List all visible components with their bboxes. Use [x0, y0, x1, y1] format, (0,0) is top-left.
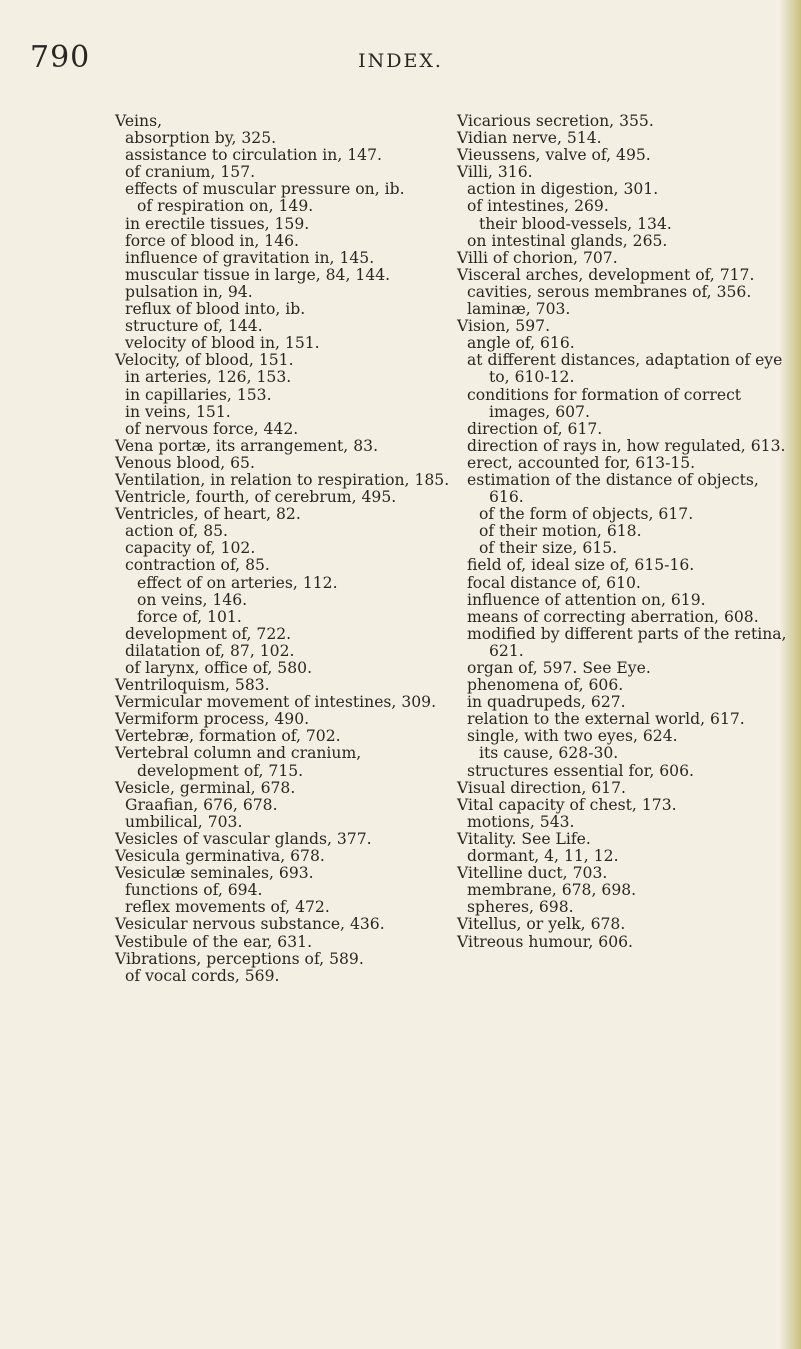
index-entry: organ of, 597. See Eye. [467, 659, 651, 677]
index-entry: means of correcting aberration, 608. [467, 607, 759, 626]
index-entry: pulsation in, 94. [125, 282, 253, 301]
index-entry: single, with two eyes, 624. [467, 727, 678, 746]
index-entry: of intestines, 269. [467, 197, 609, 216]
index-entry: absorption by, 325. [125, 129, 277, 148]
index-entry: Graafian, 676, 678. [125, 795, 278, 814]
index-entry: in capillaries, 153. [125, 385, 272, 404]
index-entry: focal distance of, 610. [467, 573, 641, 592]
index-entry: Visual direction, 617. [457, 778, 626, 797]
index-entry: Villi of chorion, 707. [457, 248, 618, 267]
index-entry: its cause, 628-30. [479, 744, 619, 763]
index-entry: Ventricle, fourth, of cerebrum, 495. [115, 488, 397, 507]
index-entry: Vestibule of the ear, 631. [115, 932, 313, 951]
index-entry: cavities, serous membranes of, 356. [467, 282, 752, 301]
index-entry: on intestinal glands, 265. [467, 231, 668, 250]
index-entry: of the form of objects, 617. [479, 505, 694, 524]
index-entry: action of, 85. [125, 522, 228, 541]
index-entry: erect, accounted for, 613-15. [467, 453, 696, 472]
index-entry: Vena portæ, its arrangement, 83. [115, 436, 379, 455]
index-entry: of their size, 615. [479, 539, 618, 558]
index-entry: capacity of, 102. [125, 539, 256, 558]
index-entry: Vertebræ, formation of, 702. [115, 727, 341, 746]
index-entry: of respiration on, 149. [137, 197, 314, 216]
index-entry: motions, 543. [467, 812, 575, 831]
index-column-left [115, 113, 450, 985]
index-entry: Veins, [115, 112, 163, 130]
index-entry: Vesicles of vascular glands, 377. [115, 829, 372, 848]
index-entry: Villi, 316. [457, 163, 533, 182]
index-entry: angle of, 616. [467, 334, 575, 353]
index-entry: membrane, 678, 698. [467, 881, 637, 900]
index-entry: in quadrupeds, 627. [467, 693, 626, 712]
index-entry: Vital capacity of chest, 173. [457, 795, 677, 814]
index-entry: modified by different parts of the retina, 621. [467, 624, 787, 660]
index-entry: structures essential for, 606. [467, 761, 694, 780]
index-entry: structure of, 144. [125, 317, 263, 336]
index-entry: Venous blood, 65. [115, 453, 255, 472]
index-entry: of cranium, 157. [125, 163, 256, 182]
index-entry: direction of, 617. [467, 419, 603, 438]
index-entry: development of, 722. [125, 624, 292, 643]
index-entry: Vertebral column and cranium, development of, 715. [115, 744, 362, 780]
index-entry: influence of gravitation in, 145. [125, 248, 375, 267]
index-entry: functions of, 694. [125, 881, 263, 900]
index-entry: Vicarious secretion, 355. [457, 112, 654, 130]
page-header [0, 40, 801, 80]
index-column-right [457, 113, 792, 951]
index-entry: force of, 101. [137, 607, 242, 626]
index-entry: their blood-vessels, 134. [479, 214, 672, 233]
index-entry: on veins, 146. [137, 590, 248, 609]
index-entry: of their motion, 618. [479, 522, 642, 541]
index-entry: Ventricles, of heart, 82. [115, 505, 301, 524]
index-entry: Vesicle, germinal, 678. [115, 778, 296, 797]
index-entry: Vitality. See Life. [457, 829, 591, 848]
index-entry: direction of rays in, how regulated, 613. [467, 436, 786, 455]
index-entry: Vermicular movement of intestines, 309. [115, 693, 437, 712]
index-entry: muscular tissue in large, 84, 144. [125, 265, 391, 284]
index-entry: dilatation of, 87, 102. [125, 641, 295, 660]
index-entry: field of, ideal size of, 615-16. [467, 556, 695, 575]
index-entry: effect of on arteries, 112. [137, 573, 338, 592]
index-entry: of nervous force, 442. [125, 419, 299, 438]
index-entry: influence of attention on, 619. [467, 590, 706, 609]
index-entry: laminæ, 703. [467, 300, 571, 319]
index-entry: Vermiform process, 490. [115, 710, 310, 729]
index-entry: in erectile tissues, 159. [125, 214, 310, 233]
index-entry: Vieussens, valve of, 495. [457, 146, 651, 165]
index-entry: umbilical, 703. [125, 812, 243, 831]
index-entry: estimation of the distance of objects, 616. [467, 470, 759, 507]
index-entry: force of blood in, 146. [125, 231, 299, 250]
index-entry: assistance to circulation in, 147. [125, 146, 382, 165]
index-entry: dormant, 4, 11, 12. [467, 847, 619, 866]
index-entry: Vibrations, perceptions of, 589. [115, 949, 364, 968]
index-entry: phenomena of, 606. [467, 676, 624, 695]
index-entry: of larynx, office of, 580. [125, 659, 313, 677]
running-title: INDEX. [358, 50, 443, 72]
index-entry: Vidian nerve, 514. [457, 129, 602, 148]
index-entry: Ventilation, in relation to respiration, 185. [115, 470, 450, 489]
index-entry: Ventriloquism, 583. [115, 676, 270, 695]
index-entry: in veins, 151. [125, 402, 231, 421]
index-entry: reflex movements of, 472. [125, 898, 330, 917]
index-entry: contraction of, 85. [125, 556, 270, 575]
index-entry: Vesicula germinativa, 678. [115, 847, 325, 866]
index-entry: Vitellus, or yelk, 678. [457, 915, 626, 934]
index-entry: at different distances, adaptation of eye to, 610-12. [467, 351, 783, 387]
index-entry: Velocity, of blood, 151. [115, 351, 294, 370]
index-entry: Vitelline duct, 703. [457, 864, 608, 883]
index-entry: Vision, 597. [457, 317, 551, 336]
index-entry: Vitreous humour, 606. [457, 932, 633, 951]
index-entry: velocity of blood in, 151. [125, 334, 320, 353]
index-entry: relation to the external world, 617. [467, 710, 745, 729]
index-entry: conditions for formation of correct images, 607. [467, 385, 742, 421]
index-entry: Vesicular nervous substance, 436. [115, 915, 385, 934]
index-entry: action in digestion, 301. [467, 180, 659, 199]
index-entry: in arteries, 126, 153. [125, 368, 292, 387]
index-entry: of vocal cords, 569. [125, 966, 280, 985]
index-entry: effects of muscular pressure on, ib. [125, 180, 405, 199]
page-number: 790 [30, 40, 91, 75]
index-entry: reflux of blood into, ib. [125, 300, 306, 319]
index-entry: Vesiculæ seminales, 693. [115, 864, 314, 883]
index-entry: Visceral arches, development of, 717. [457, 265, 755, 284]
index-entry: spheres, 698. [467, 898, 574, 917]
